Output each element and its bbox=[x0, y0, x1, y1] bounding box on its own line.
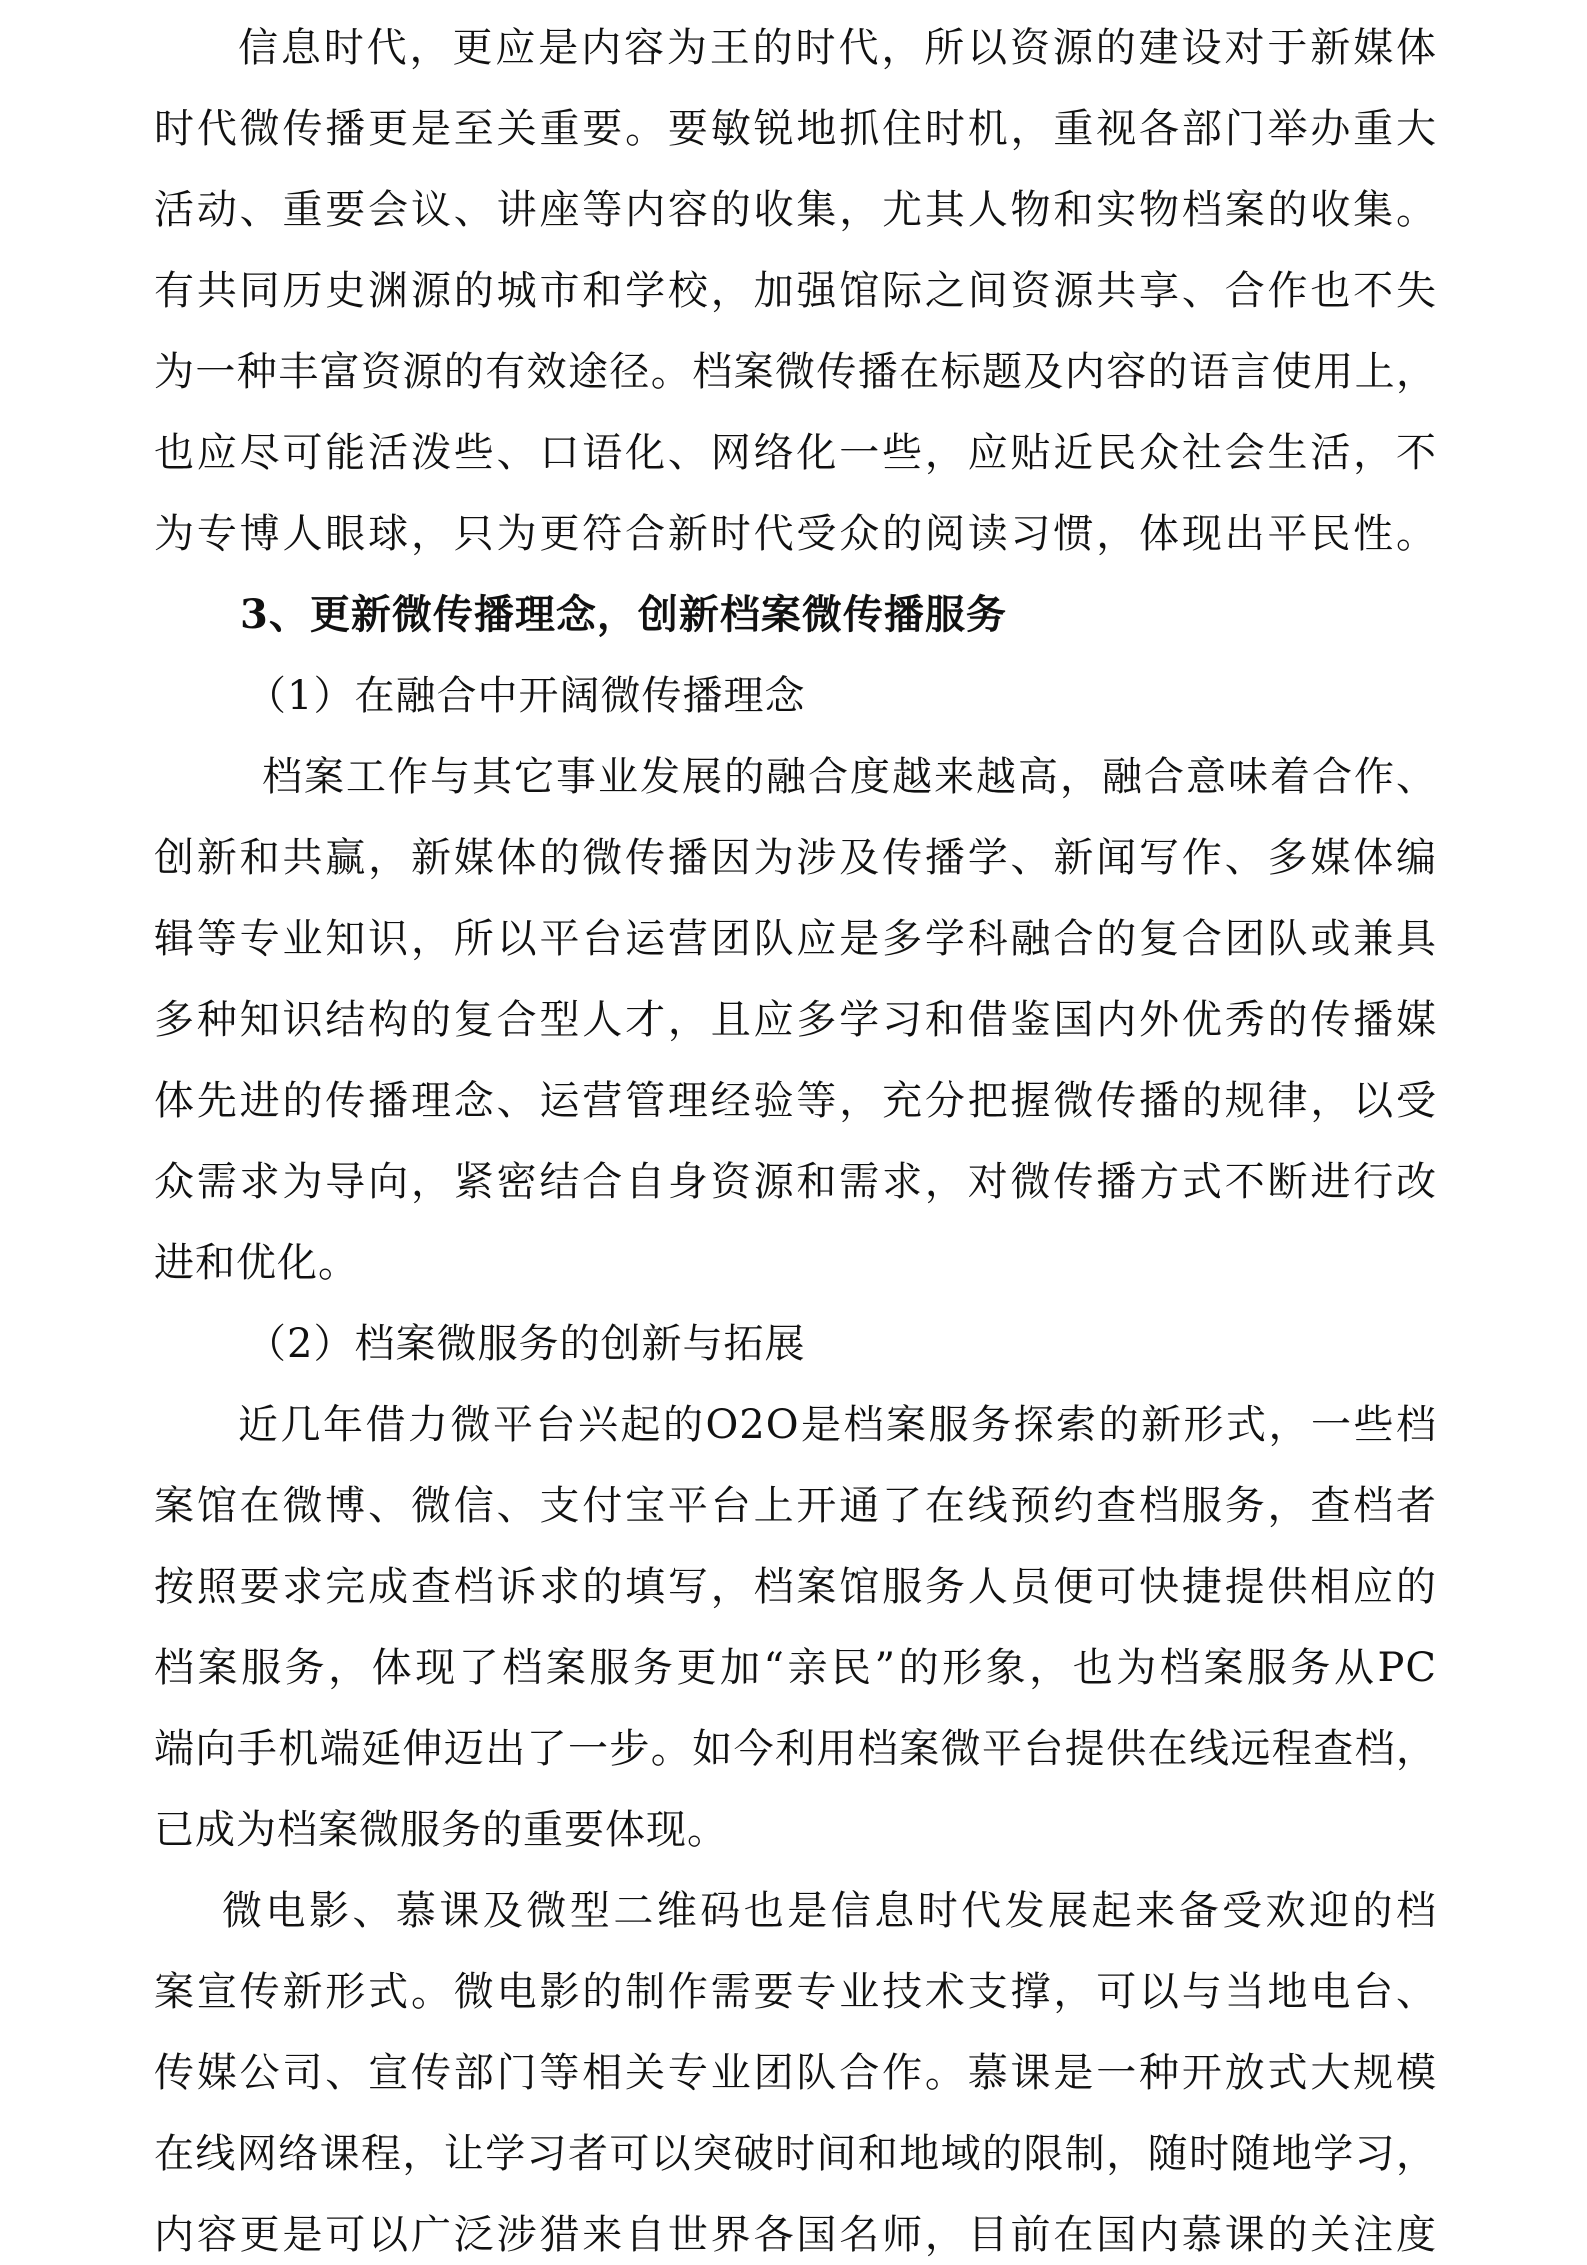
paragraph-line: 近几年借力微平台兴起的O2O是档案服务探索的新形式，一些档 bbox=[238, 1402, 1437, 1448]
paragraph-line: 多种知识结构的复合型人才，且应多学习和借鉴国内外优秀的传播媒 bbox=[154, 997, 1437, 1043]
paragraph-line: 在线网络课程，让学习者可以突破时间和地域的限制，随时随地学习， bbox=[154, 2131, 1437, 2177]
paragraph-line: 案宣传新形式。微电影的制作需要专业技术支撑，可以与当地电台、 bbox=[154, 1969, 1437, 2015]
paragraph-line: 为专博人眼球，只为更符合新时代受众的阅读习惯，体现出平民性。 bbox=[154, 511, 1437, 557]
paragraph-line: 创新和共赢，新媒体的微传播因为涉及传播学、新闻写作、多媒体编 bbox=[154, 835, 1437, 881]
paragraph-line: 档案工作与其它事业发展的融合度越来越高，融合意味着合作、 bbox=[262, 754, 1437, 800]
paragraph-line: 按照要求完成查档诉求的填写，档案馆服务人员便可快捷提供相应的 bbox=[154, 1564, 1437, 1610]
subsection-heading: （2）档案微服务的创新与拓展 bbox=[246, 1321, 806, 1367]
paragraph-line: 辑等专业知识，所以平台运营团队应是多学科融合的复合团队或兼具 bbox=[154, 916, 1437, 962]
paragraph-line: 端向手机端延伸迈出了一步。如今利用档案微平台提供在线远程查档， bbox=[154, 1726, 1437, 1772]
paragraph-line: 已成为档案微服务的重要体现。 bbox=[154, 1807, 728, 1853]
paragraph-line: 信息时代，更应是内容为王的时代，所以资源的建设对于新媒体 bbox=[238, 25, 1437, 71]
paragraph-line: 体先进的传播理念、运营管理经验等，充分把握微传播的规律，以受 bbox=[154, 1078, 1437, 1124]
paragraph-line: 内容更是可以广泛涉猎来自世界各国名师，目前在国内慕课的关注度 bbox=[154, 2212, 1437, 2258]
paragraph-line: 有共同历史渊源的城市和学校，加强馆际之间资源共享、合作也不失 bbox=[154, 268, 1437, 314]
paragraph-line: 时代微传播更是至关重要。要敏锐地抓住时机，重视各部门举办重大 bbox=[154, 106, 1437, 152]
paragraph-line: 档案服务，体现了档案服务更加“亲民”的形象，也为档案服务从PC bbox=[154, 1645, 1437, 1691]
paragraph-line: 也应尽可能活泼些、口语化、网络化一些，应贴近民众社会生活，不 bbox=[154, 430, 1437, 476]
paragraph-line: 活动、重要会议、讲座等内容的收集，尤其人物和实物档案的收集。 bbox=[154, 187, 1437, 233]
subsection-heading: （1）在融合中开阔微传播理念 bbox=[246, 673, 806, 719]
paragraph-line: 案馆在微博、微信、支付宝平台上开通了在线预约查档服务，查档者 bbox=[154, 1483, 1437, 1529]
section-heading: 3、更新微传播理念，创新档案微传播服务 bbox=[240, 591, 1007, 638]
paragraph-line: 进和优化。 bbox=[154, 1240, 359, 1286]
paragraph-line: 众需求为导向，紧密结合自身资源和需求，对微传播方式不断进行改 bbox=[154, 1159, 1437, 1205]
paragraph-line: 为一种丰富资源的有效途径。档案微传播在标题及内容的语言使用上， bbox=[154, 349, 1437, 395]
paragraph-line: 微电影、慕课及微型二维码也是信息时代发展起来备受欢迎的档 bbox=[222, 1888, 1437, 1934]
paragraph-line: 传媒公司、宣传部门等相关专业团队合作。慕课是一种开放式大规模 bbox=[154, 2050, 1437, 2096]
